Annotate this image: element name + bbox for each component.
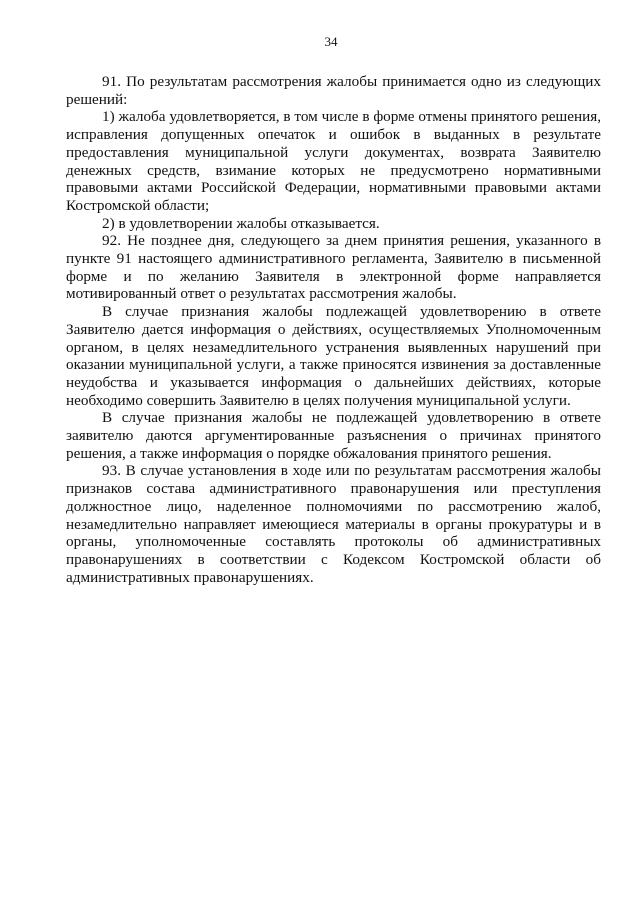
paragraph-91: 91. По результатам рассмотрения жалобы принимается одно из следующих решений: bbox=[66, 73, 601, 108]
paragraph-93: 93. В случае установления в ходе или по результатам рассмотрения жалобы признаков состава административного правонарушения или преступления должностное лицо, наделенное полномочиями по рассмотрению жалоб, незамедлительно направляет имеющиеся материалы в органы прокуратуры и в органы, уполномоченные составлять протоколы об административных правонарушениях в соответствии с Кодексом Костромской области об административных правонарушениях. bbox=[66, 462, 601, 586]
document-body bbox=[66, 73, 601, 586]
paragraph-92-satisfied-case: В случае признания жалобы подлежащей удовлетворению в ответе Заявителю дается информация о действиях, осуществляемых Уполномоченным органом, в целях незамедлительного устранения выявленных нарушений при оказании муниципальной услуги, а также приносятся извинения за доставленные неудобства и указывается информация о дальнейших действиях, которые необходимо совершить Заявителю в целях получения муниципальной услуги. bbox=[66, 303, 601, 409]
paragraph-91-item-2: 2) в удовлетворении жалобы отказывается. bbox=[102, 214, 380, 232]
paragraph-92-rejected-case: В случае признания жалобы не подлежащей удовлетворению в ответе заявителю даются аргументированные разъяснения о причинах принятого решения, а также информация о порядке обжалования принятого решения. bbox=[66, 409, 601, 462]
paragraph-91-item-1: 1) жалоба удовлетворяется, в том числе в форме отмены принятого решения, исправления допущенных опечаток и ошибок в выданных в результате предоставления муниципальной услуги документах, возврата Заявителю денежных средств, взимание которых не предусмотрено нормативными правовыми актами Российской Федерации, нормативными правовыми актами Костромской области; bbox=[66, 108, 601, 214]
page-number: 34 bbox=[324, 34, 338, 49]
paragraph-92: 92. Не позднее дня, следующего за днем принятия решения, указанного в пункте 91 настоящего административного регламента, Заявителю в письменной форме и по желанию Заявителя в электронной форме направляется мотивированный ответ о результатах рассмотрения жалобы. bbox=[66, 232, 601, 303]
